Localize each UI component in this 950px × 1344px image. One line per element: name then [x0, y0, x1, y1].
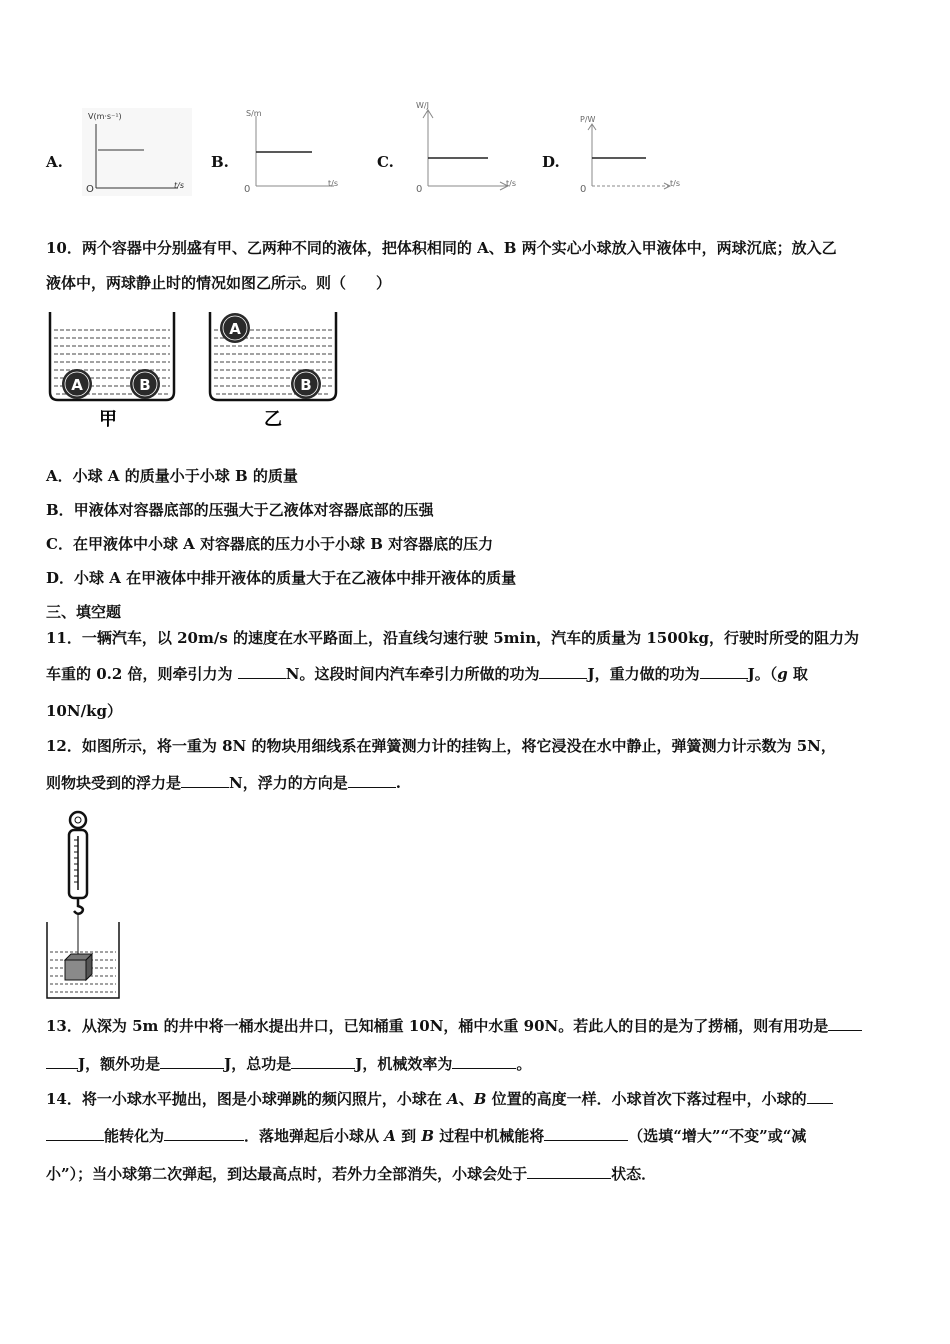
q10-option-b: B．甲液体对容器底部的压强大于乙液体对容器底部的压强	[46, 501, 434, 519]
q11-blank-force[interactable]	[238, 664, 286, 679]
q11-stem-line3: 10N/kg）	[46, 702, 122, 720]
svg-text:B: B	[139, 376, 151, 394]
q14-blank-energy-from-part2[interactable]	[46, 1126, 104, 1141]
q10-stem-line2: 液体中，两球静止时的情况如图乙所示。则（ ）	[46, 274, 392, 292]
graph-d-origin: 0	[580, 184, 587, 195]
graph-option-a	[82, 108, 192, 196]
q11-blank-gravity-work[interactable]	[700, 664, 748, 679]
graph-option-d-label: D.	[542, 153, 560, 171]
q13-blank-extra-work[interactable]	[160, 1054, 224, 1069]
q12-blank-buoyancy[interactable]	[181, 773, 229, 788]
section-fill-in-heading: 三、填空题	[46, 603, 122, 621]
graph-b-xlabel: t/s	[328, 179, 338, 188]
graph-d-xlabel: t/s	[670, 179, 680, 188]
graph-option-b-label: B.	[211, 153, 229, 171]
q14-blank-state[interactable]	[527, 1164, 611, 1179]
q13-blank-total-work[interactable]	[291, 1054, 355, 1069]
graph-a-ylabel: V(m·s⁻¹)	[88, 112, 122, 121]
q14-blank-energy-from-part1[interactable]	[807, 1089, 833, 1104]
q14-stem-line2: 能转化为 ．落地弹起后小球从 A 到 B 过程中机械能将 （选填“增大”“不变”或“减	[46, 1126, 806, 1146]
q10-stem-line1: 10．两个容器中分别盛有甲、乙两种不同的液体，把体积相同的 A、B 两个实心小球放入甲液体中，两球沉底；放入乙	[46, 239, 837, 257]
q13-stem-line2: J，额外功是 J，总功是 J，机械效率为 。	[46, 1054, 531, 1074]
graph-c-ylabel: W/J	[416, 101, 429, 110]
q11-stem-line2: 车重的 0.2 倍，则牵引力为 N。这段时间内汽车牵引力所做的功为 J，重力做的功为 J。（g 取	[46, 665, 808, 683]
q10-ball-b-left	[130, 369, 160, 399]
q12-spring-scale-figure	[44, 810, 124, 1002]
q10-option-a: A．小球 A 的质量小于小球 B 的质量	[46, 467, 298, 485]
graph-option-d	[574, 112, 694, 196]
graph-option-c	[412, 98, 532, 198]
graph-c-xlabel: t/s	[506, 179, 516, 188]
q10-caption-jia: 甲	[99, 409, 117, 430]
q11-blank-work[interactable]	[539, 664, 587, 679]
q10-ball-a-right	[220, 313, 250, 343]
graph-option-b	[240, 104, 350, 196]
q12-stem-line1: 12．如图所示，将一重为 8N 的物块用细线系在弹簧测力计的挂钩上，将它浸没在水中静止，弹簧测力计示数为 5N，	[46, 737, 836, 755]
graph-a-xlabel: t/s	[174, 181, 184, 190]
q10-option-c: C．在甲液体中小球 A 对容器底的压力小于小球 B 对容器底的压力	[46, 535, 494, 553]
graph-d-ylabel: P/W	[580, 115, 596, 124]
q11-stem-line1: 11．一辆汽车，以 20m/s 的速度在水平路面上，沿直线匀速行驶 5min，汽车的质量为 1500kg，行驶时所受的阻力为	[46, 629, 859, 647]
q13-blank-efficiency[interactable]	[452, 1054, 516, 1069]
q13-stem-line1: 13．从深为 5m 的井中将一桶水提出井口，已知桶重 10N，桶中水重 90N。若此人的目的是为了捞桶，则有用功是	[46, 1016, 862, 1036]
q14-blank-mechanical-energy[interactable]	[544, 1126, 628, 1141]
q13-blank-useful-work-part2[interactable]	[46, 1054, 78, 1069]
graph-b-origin: 0	[244, 184, 251, 195]
graph-option-a-label: A.	[46, 153, 63, 171]
q14-stem-line3: 小”）；当小球第二次弹起，到达最高点时，若外力全部消失，小球会处于 状态．	[46, 1165, 657, 1183]
graph-a-origin: O	[86, 184, 94, 195]
graph-option-c-label: C.	[377, 153, 394, 171]
q10-ball-b-right	[291, 369, 321, 399]
svg-text:A: A	[71, 376, 83, 394]
graph-b-ylabel: S/m	[246, 109, 262, 118]
q12-block	[65, 954, 92, 980]
q14-stem-line1: 14．将一小球水平抛出，图是小球弹跳的频闪照片，小球在 A、B 位置的高度一样．小球首次下落过程中，小球的	[46, 1089, 833, 1109]
q12-stem-line2: 则物块受到的浮力是 N，浮力的方向是 .	[46, 774, 401, 792]
q13-blank-useful-work-part1[interactable]	[828, 1016, 862, 1031]
q10-ball-a-left	[62, 369, 92, 399]
q10-caption-yi: 乙	[264, 409, 282, 430]
q10-containers-figure	[44, 308, 344, 432]
svg-text:B: B	[300, 376, 312, 394]
q10-option-d: D．小球 A 在甲液体中排开液体的质量大于在乙液体中排开液体的质量	[46, 569, 517, 587]
q14-blank-energy-to[interactable]	[164, 1126, 244, 1141]
graph-c-origin: 0	[416, 184, 423, 195]
svg-text:A: A	[229, 320, 241, 338]
q12-blank-direction[interactable]	[348, 773, 396, 788]
